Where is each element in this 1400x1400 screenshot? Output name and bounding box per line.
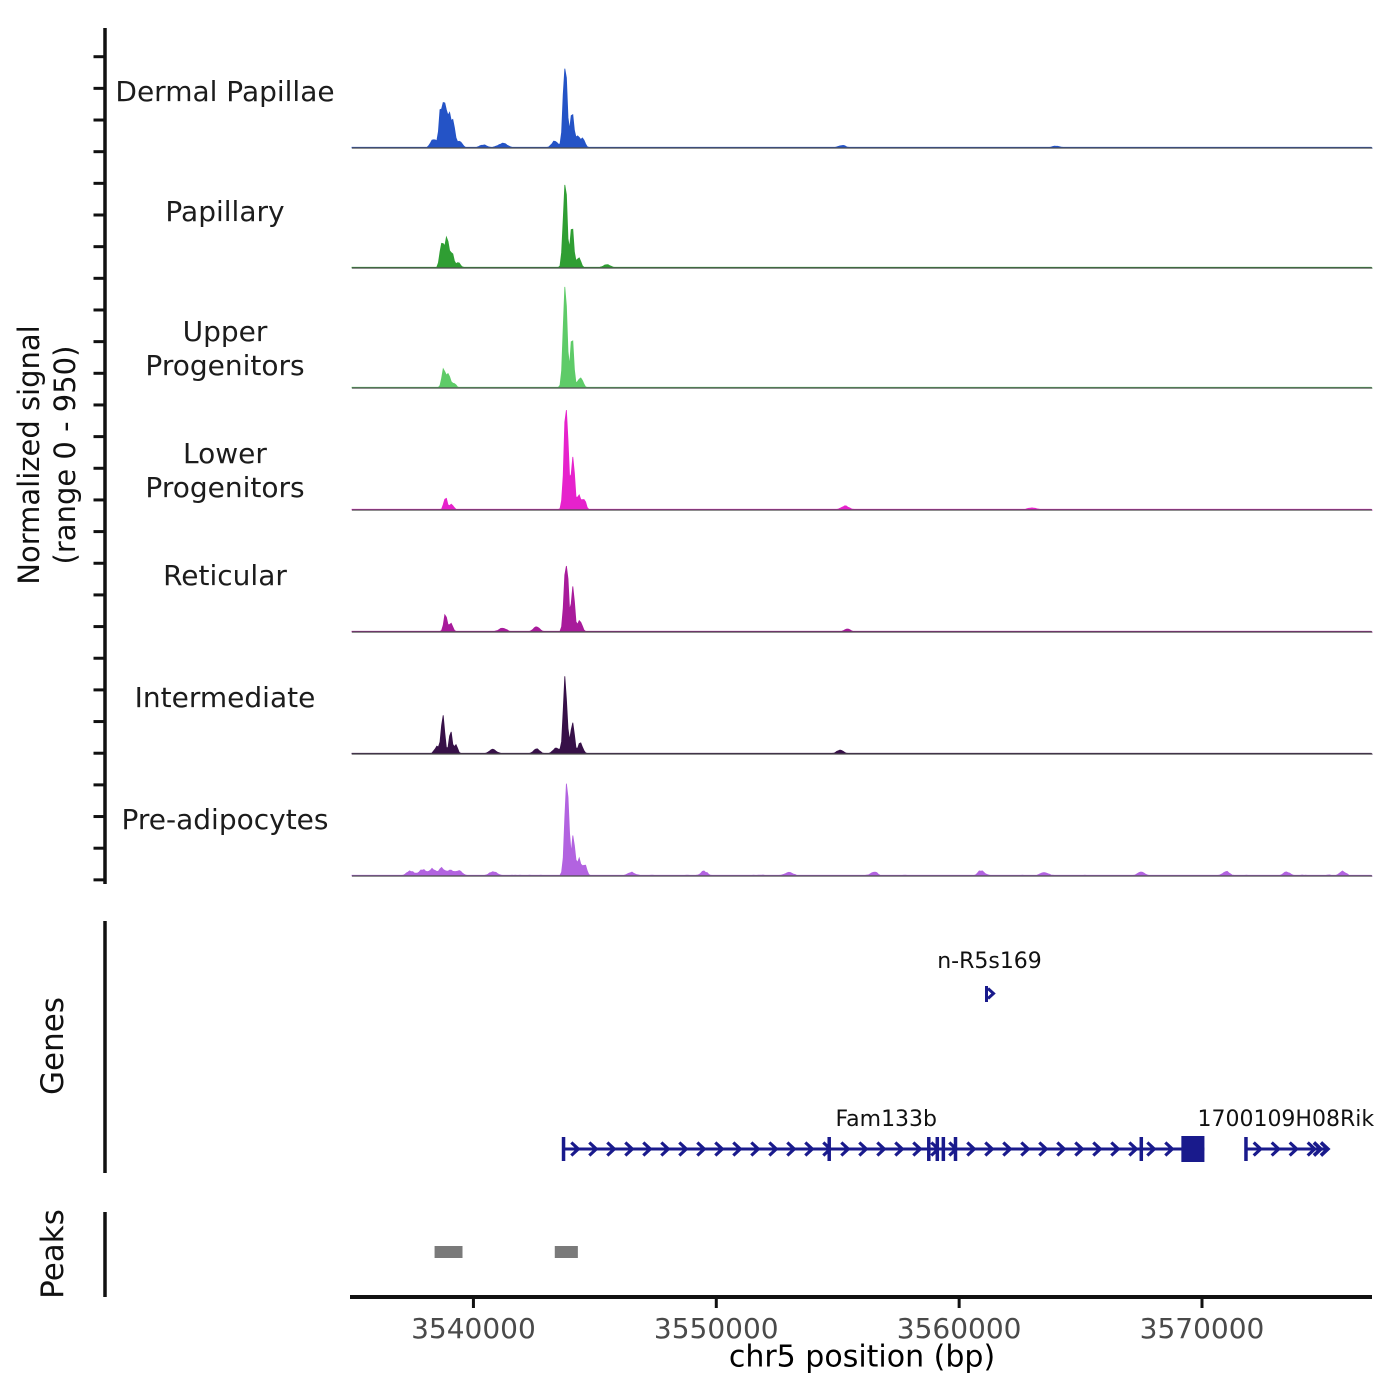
signal-track-reticular bbox=[352, 566, 1372, 632]
track-label-lower-progenitors: Lower Progenitors bbox=[145, 437, 305, 504]
track-label-papillary: Papillary bbox=[165, 195, 285, 228]
genes-section-label: Genes bbox=[35, 997, 71, 1095]
signal-track-dermal-papillae bbox=[352, 69, 1372, 148]
y-axis-label-line1: Normalized signal bbox=[12, 325, 46, 585]
y-axis-label-line2: (range 0 - 950) bbox=[48, 345, 82, 565]
gene-marker-arrow-n-r5s169 bbox=[988, 989, 994, 999]
peak-call-box-1 bbox=[555, 1246, 578, 1258]
gene-label-1700109h08rik: 1700109H08Rik bbox=[1197, 1107, 1375, 1132]
gene-start-bar-fam133b bbox=[562, 1137, 566, 1161]
gene-label-fam133b: Fam133b bbox=[835, 1107, 938, 1132]
track-label-upper-progenitors: Upper Progenitors bbox=[145, 315, 305, 382]
x-axis-tick-label: 3540000 bbox=[411, 1312, 536, 1345]
track-label-dermal-papillae: Dermal Papillae bbox=[115, 75, 335, 108]
peak-call-box-0 bbox=[435, 1246, 463, 1258]
gene-label-n-r5s169: n-R5s169 bbox=[937, 949, 1042, 974]
track-label-pre-adipocytes: Pre-adipocytes bbox=[121, 803, 329, 836]
signal-track-upper-progenitors bbox=[352, 287, 1372, 388]
gene-exon-box-fam133b bbox=[1181, 1136, 1204, 1162]
gene-marker-bar-n-r5s169 bbox=[985, 986, 988, 1002]
peaks-section-label: Peaks bbox=[35, 1209, 71, 1299]
x-axis-tick-label: 3560000 bbox=[896, 1312, 1022, 1345]
signal-track-papillary bbox=[352, 185, 1372, 268]
x-axis-tick-label: 3570000 bbox=[1139, 1312, 1265, 1345]
signal-track-lower-progenitors bbox=[352, 410, 1372, 510]
signal-track-pre-adipocytes bbox=[352, 784, 1372, 876]
x-axis-title: chr5 position (bp) bbox=[728, 1339, 996, 1375]
signal-track-intermediate bbox=[352, 676, 1372, 754]
x-axis-tick-label: 3550000 bbox=[653, 1312, 779, 1345]
gene-start-bar-1700109h08rik bbox=[1244, 1137, 1248, 1161]
track-label-intermediate: Intermediate bbox=[134, 681, 316, 714]
track-label-reticular: Reticular bbox=[163, 559, 287, 592]
y-axis-label bbox=[11, 325, 83, 584]
